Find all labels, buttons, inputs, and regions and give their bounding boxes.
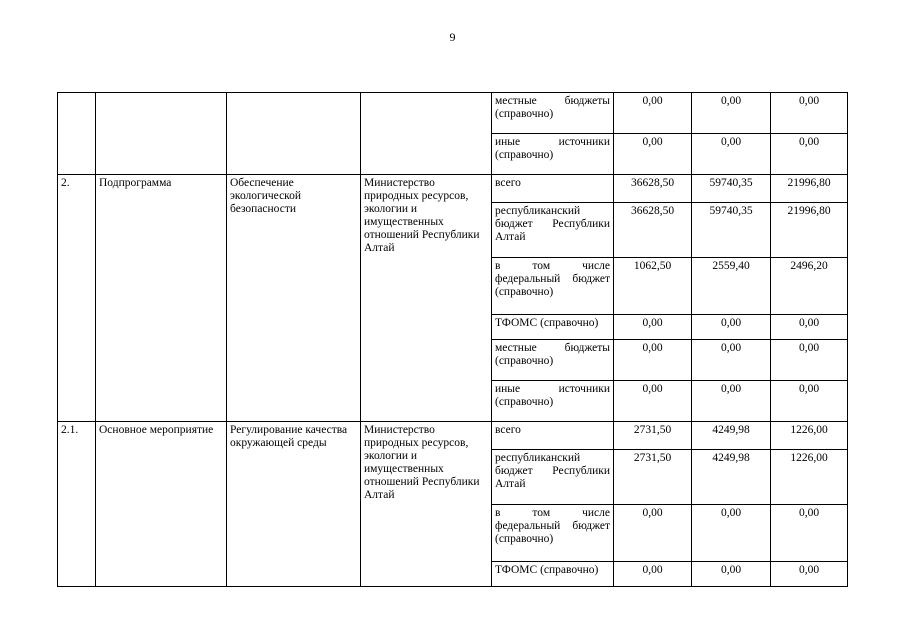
value-cell: 0,00 [692, 562, 771, 587]
value-cell: 0,00 [692, 505, 771, 562]
executor-cell: Министерство природных ресурсов, экологии и имущественных отношений Республики Алтай [361, 422, 492, 587]
value-cell: 0,00 [614, 315, 692, 340]
table-row [58, 93, 848, 134]
value-cell: 0,00 [771, 381, 848, 422]
executor-cell [361, 93, 492, 175]
value-cell: 36628,50 [614, 203, 692, 258]
value-cell: 1226,00 [771, 422, 848, 450]
value-cell: 4249,98 [692, 422, 771, 450]
value-cell: 0,00 [771, 340, 848, 381]
value-cell: 0,00 [614, 340, 692, 381]
value-cell: 0,00 [692, 315, 771, 340]
value-cell: 59740,35 [692, 175, 771, 203]
value-cell: 0,00 [614, 93, 692, 134]
value-cell: 0,00 [692, 93, 771, 134]
source-cell: всего [492, 422, 614, 450]
value-cell: 1062,50 [614, 258, 692, 315]
source-cell: иные источники (справочно) [492, 134, 614, 175]
source-cell: республиканский бюджет Республики Алтай [492, 450, 614, 505]
source-cell: в том числе федеральный бюджет (справочно) [492, 505, 614, 562]
name-cell: Обеспечение экологической безопасности [227, 175, 361, 422]
value-cell: 21996,80 [771, 175, 848, 203]
value-cell: 2496,20 [771, 258, 848, 315]
source-cell: республиканский бюджет Республики Алтай [492, 203, 614, 258]
source-cell: местные бюджеты (справочно) [492, 93, 614, 134]
source-cell: ТФОМС (справочно) [492, 315, 614, 340]
table-row [58, 175, 848, 203]
number-cell [58, 93, 96, 175]
value-cell: 0,00 [771, 505, 848, 562]
value-cell: 2731,50 [614, 422, 692, 450]
value-cell: 4249,98 [692, 450, 771, 505]
number-cell: 2. [58, 175, 96, 422]
value-cell: 0,00 [771, 562, 848, 587]
value-cell: 21996,80 [771, 203, 848, 258]
value-cell: 0,00 [692, 340, 771, 381]
budget-table [57, 92, 848, 587]
page-number: 9 [449, 30, 456, 44]
value-cell: 0,00 [614, 505, 692, 562]
value-cell: 0,00 [614, 134, 692, 175]
title-cell: Основное мероприятие [96, 422, 227, 587]
value-cell: 0,00 [771, 93, 848, 134]
value-cell: 1226,00 [771, 450, 848, 505]
value-cell: 0,00 [614, 562, 692, 587]
value-cell: 59740,35 [692, 203, 771, 258]
value-cell: 2731,50 [614, 450, 692, 505]
value-cell: 0,00 [614, 381, 692, 422]
value-cell: 0,00 [692, 134, 771, 175]
name-cell [227, 93, 361, 175]
title-cell [96, 93, 227, 175]
value-cell: 36628,50 [614, 175, 692, 203]
source-cell: иные источники (справочно) [492, 381, 614, 422]
source-cell: всего [492, 175, 614, 203]
name-cell: Регулирование качества окружающей среды [227, 422, 361, 587]
value-cell: 0,00 [771, 315, 848, 340]
value-cell: 0,00 [692, 381, 771, 422]
number-cell: 2.1. [58, 422, 96, 587]
source-cell: местные бюджеты (справочно) [492, 340, 614, 381]
executor-cell: Министерство природных ресурсов, экологии и имущественных отношений Республики Алтай [361, 175, 492, 422]
table-row [58, 422, 848, 450]
source-cell: в том числе федеральный бюджет (справочно) [492, 258, 614, 315]
source-cell: ТФОМС (справочно) [492, 562, 614, 587]
value-cell: 0,00 [771, 134, 848, 175]
value-cell: 2559,40 [692, 258, 771, 315]
title-cell: Подпрограмма [96, 175, 227, 422]
